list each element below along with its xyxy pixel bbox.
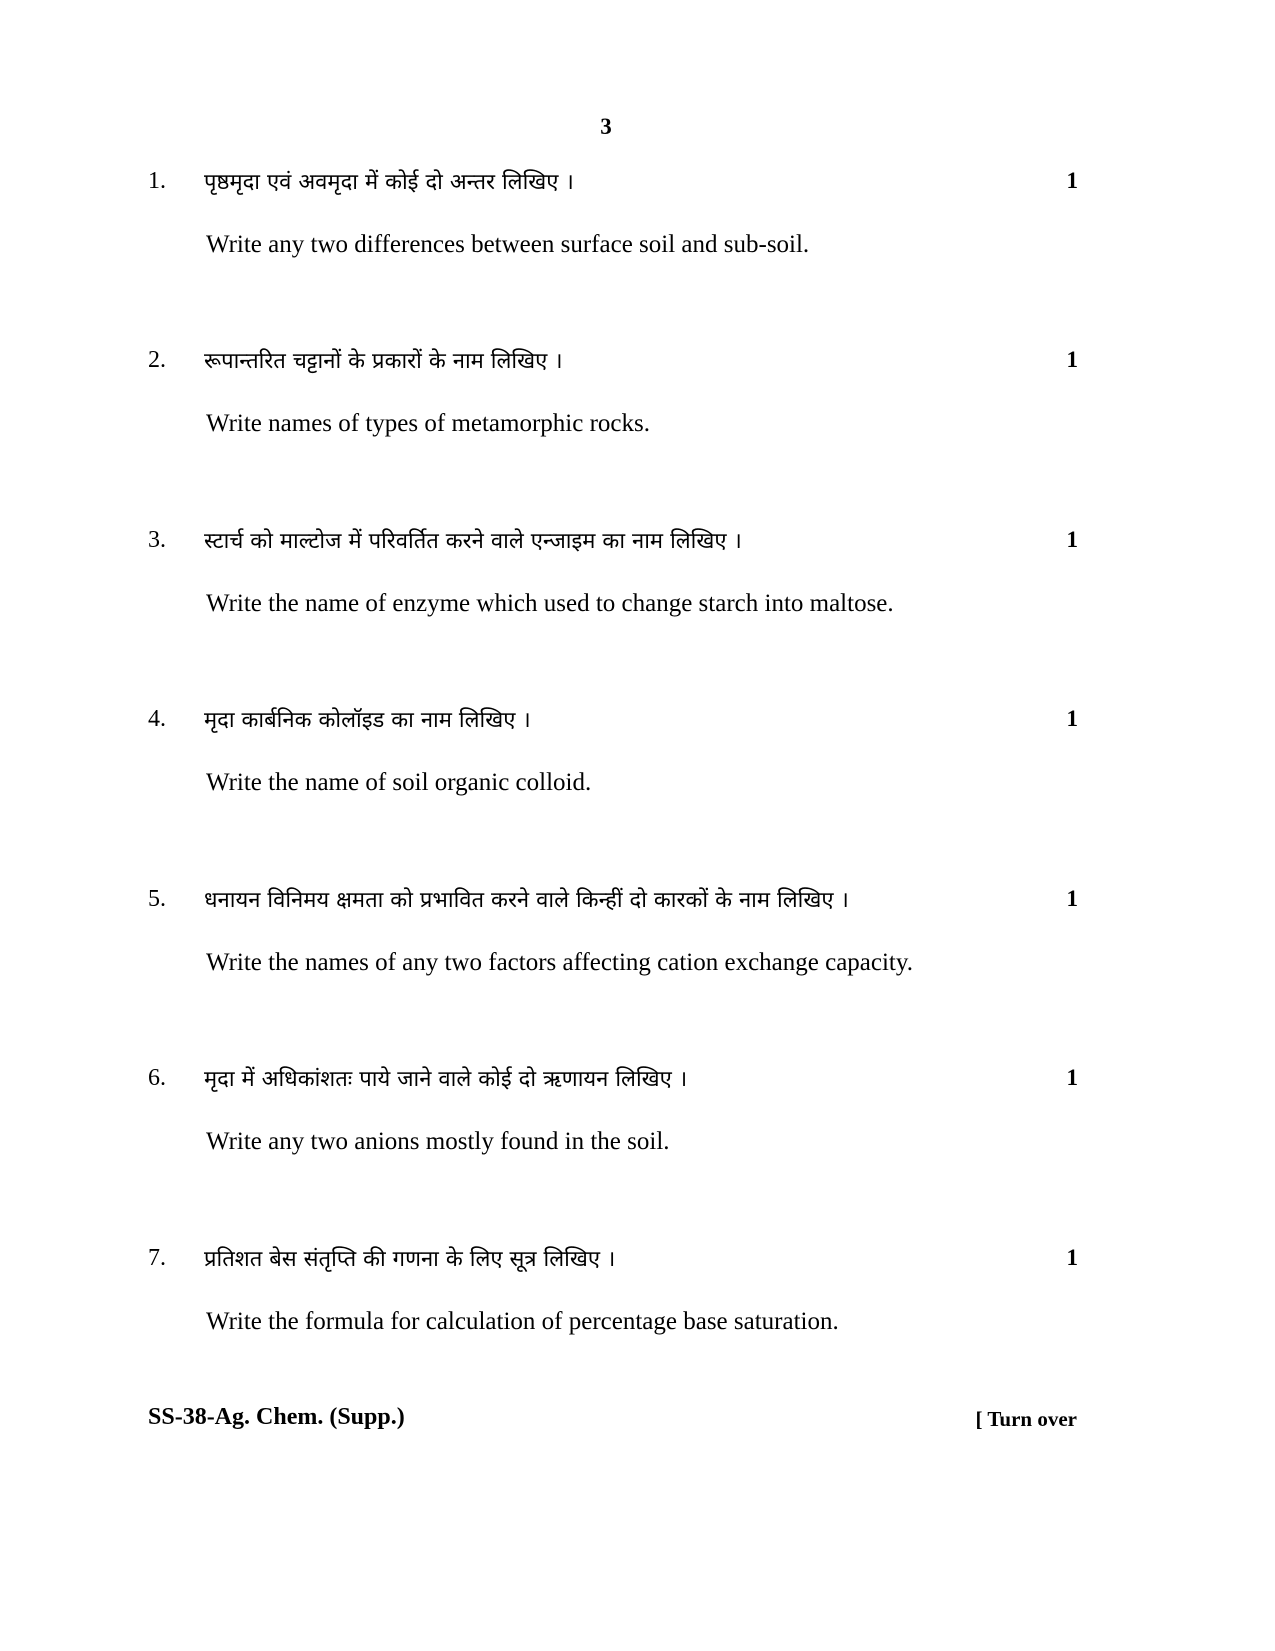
question-text-english: Write the formula for calculation of percentage base saturation. bbox=[206, 1308, 839, 1335]
question-text-english: Write names of types of metamorphic rocks. bbox=[206, 410, 650, 437]
question-1 bbox=[148, 168, 1078, 288]
question-2 bbox=[148, 347, 1078, 467]
question-number: 3. bbox=[148, 527, 166, 553]
question-number: 7. bbox=[148, 1245, 166, 1271]
question-3 bbox=[148, 527, 1078, 647]
question-text-english: Write the name of enzyme which used to change starch into maltose. bbox=[206, 590, 894, 617]
page-number: 3 bbox=[600, 114, 612, 139]
question-marks: 1 bbox=[1066, 347, 1078, 372]
question-marks: 1 bbox=[1066, 527, 1078, 552]
question-marks: 1 bbox=[1066, 886, 1078, 911]
question-text-hindi: मृदा में अधिकांशतः पाये जाने वाले कोई दो ऋणायन लिखिए । bbox=[204, 1067, 688, 1092]
question-marks: 1 bbox=[1066, 168, 1078, 193]
question-number: 6. bbox=[148, 1065, 166, 1091]
question-text-hindi: धनायन विनिमय क्षमता को प्रभावित करने वाले किन्हीं दो कारकों के नाम लिखिए । bbox=[204, 888, 849, 913]
question-6 bbox=[148, 1065, 1078, 1185]
question-marks: 1 bbox=[1066, 1065, 1078, 1090]
question-marks: 1 bbox=[1066, 706, 1078, 731]
question-marks: 1 bbox=[1066, 1245, 1078, 1270]
paper-code: SS-38-Ag. Chem. (Supp.) bbox=[148, 1404, 405, 1430]
question-text-hindi: मृदा कार्बनिक कोलॉइड का नाम लिखिए । bbox=[204, 708, 531, 733]
question-number: 1. bbox=[148, 168, 166, 194]
question-text-hindi: प्रतिशत बेस संतृप्ति की गणना के लिए सूत्र लिखिए । bbox=[204, 1247, 616, 1272]
question-text-hindi: रूपान्तरित चट्टानों के प्रकारों के नाम लिखिए । bbox=[204, 349, 563, 374]
question-text-hindi: स्टार्च को माल्टोज में परिवर्तित करने वाले एन्जाइम का नाम लिखिए । bbox=[204, 529, 742, 554]
question-5 bbox=[148, 886, 1078, 1006]
question-text-english: Write the name of soil organic colloid. bbox=[206, 769, 592, 796]
question-7 bbox=[148, 1245, 1078, 1365]
question-text-english: Write any two differences between surface soil and sub-soil. bbox=[206, 231, 810, 258]
question-number: 4. bbox=[148, 706, 166, 732]
question-4 bbox=[148, 706, 1078, 826]
turn-over-note: [ Turn over bbox=[975, 1407, 1077, 1431]
question-number: 5. bbox=[148, 886, 166, 912]
question-text-english: Write any two anions mostly found in the soil. bbox=[206, 1128, 670, 1155]
question-text-english: Write the names of any two factors affecting cation exchange capacity. bbox=[206, 949, 914, 976]
question-number: 2. bbox=[148, 347, 166, 373]
question-text-hindi: पृष्ठमृदा एवं अवमृदा में कोई दो अन्तर लिखिए । bbox=[204, 170, 574, 195]
